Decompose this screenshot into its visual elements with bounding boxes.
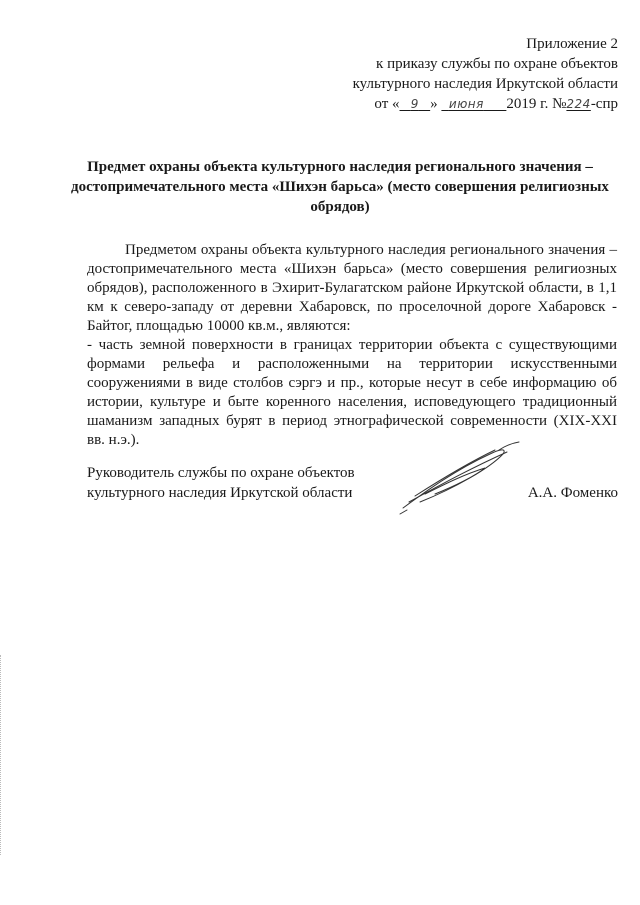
body-paragraph-2: - часть земной поверхности в границах территории объекта с существующими формами рельефа и расположенными на территории искусственными сооружениями в виде столбов сэргэ и пр., которые несут в себе информацию об истории, культуре и быте коренного населения, исповедующего традиционный шаманизм западных бурят в период этнографической современности (XIX-XXI вв. н.э.).: [87, 337, 617, 448]
date-day-field: [400, 96, 431, 112]
appendix-agency: культурного наследия Иркутской области: [352, 76, 618, 92]
document-title: Предмет охраны объекта культурного наследия регионального значения – достопримечательного места «Шихэн барьса» (место совершения религиозных обрядов): [71, 159, 609, 215]
date-prefix: от «: [374, 96, 400, 112]
date-year: 2019 г. №: [506, 96, 567, 112]
handwritten-signature: [395, 440, 525, 520]
date-month-field: [441, 96, 506, 112]
appendix-order-ref: к приказу службы по охране объектов: [376, 56, 618, 72]
document-body: [87, 241, 617, 450]
signatory-position-line1: Руководитель службы по охране объектов: [87, 465, 355, 481]
scan-margin-mark: [0, 655, 4, 855]
order-number: 224: [566, 97, 591, 111]
order-number-field: [566, 96, 590, 112]
appendix-header: [353, 34, 618, 114]
signatory-name: А.А. Фоменко: [527, 485, 618, 501]
appendix-date-line: [353, 94, 618, 114]
date-day: 9: [410, 97, 419, 111]
signatory-position: [87, 463, 355, 503]
signatory-position-line2: культурного наследия Иркутской области: [87, 485, 353, 501]
body-paragraph-1: Предметом охраны объекта культурного наследия регионального значения – достопримечательного места «Шихэн барьса» (место совершения религиозных обрядов), расположенного в Эхирит-Булагатском районе Иркутской области, в 1,1 км к северо-западу от деревни Хабаровск, по проселочной дороге Хабаровск - Байтог, площадью 10000 кв.м., являются:: [87, 242, 617, 334]
appendix-label: Приложение 2: [526, 36, 618, 52]
date-month: июня: [448, 97, 484, 111]
order-suffix: -спр: [590, 96, 618, 112]
date-mid: »: [430, 96, 438, 112]
